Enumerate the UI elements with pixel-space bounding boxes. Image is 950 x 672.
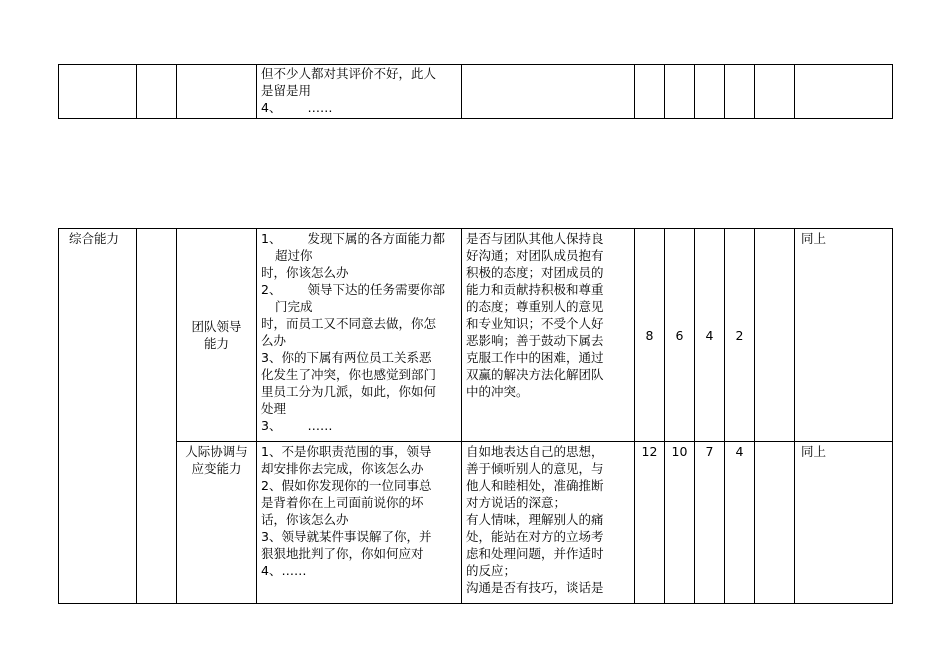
question-line: [261, 230, 457, 247]
score-cell: [755, 65, 795, 119]
item-label: 能力: [203, 336, 229, 351]
score-good: 10: [665, 442, 695, 604]
score-excellent: 12: [635, 442, 665, 604]
question-line: 3、你的下属有两位员工关系恶: [261, 350, 432, 365]
table-row: [59, 442, 893, 604]
score-cell: [635, 65, 665, 119]
question-ellipsis: ……: [307, 418, 333, 433]
question-line: 是背着你在上司面前说你的坏: [261, 495, 424, 510]
weight-cell: [137, 65, 177, 119]
question-cell: [257, 65, 462, 119]
item-cell: [177, 229, 257, 442]
question-line: 但不少人都对其评价不好，此人: [261, 66, 437, 81]
question-cell: [257, 229, 462, 442]
question-line: 门完成: [275, 299, 313, 314]
item-label: 团队领导: [191, 319, 242, 334]
question-number: 2、: [261, 282, 282, 297]
criteria-line: 他人和睦相处，准确推断: [466, 478, 604, 493]
question-line: [261, 99, 457, 116]
criteria-line: 是否与团队其他人保持良: [466, 231, 604, 246]
question-number: 1、: [261, 231, 282, 246]
score-excellent: 8: [635, 229, 665, 442]
question-line: 是留是用: [261, 83, 312, 98]
note-cell: [795, 229, 893, 442]
criteria-line: 双赢的解决方法化解团队: [466, 367, 604, 382]
table-row: [59, 229, 893, 442]
question-ellipsis: ……: [307, 100, 333, 115]
item-cell: [177, 65, 257, 119]
category-cell: [59, 229, 137, 604]
criteria-cell: [462, 229, 635, 442]
question-line: 4、……: [261, 563, 307, 578]
score-poor: 2: [725, 229, 755, 442]
question-text: 领导下达的任务需要你部: [307, 282, 445, 297]
question-line: [261, 281, 457, 298]
score-cell: [755, 229, 795, 442]
assessment-table: [58, 228, 893, 604]
question-line: 处理: [261, 401, 287, 416]
item-cell: [177, 442, 257, 604]
question-line: 超过你: [275, 248, 313, 263]
question-number: 3、: [261, 418, 282, 433]
score-fair: 4: [695, 229, 725, 442]
question-line: 3、领导就某件事误解了你，并: [261, 529, 432, 544]
criteria-line: 自如地表达自己的思想，: [466, 444, 604, 459]
note-cell: [795, 65, 893, 119]
criteria-cell: [462, 442, 635, 604]
score-cell: [695, 65, 725, 119]
criteria-line: 有人情味，理解别人的痛: [466, 512, 604, 527]
question-line: 1、不是你职责范围的事，领导: [261, 444, 432, 459]
question-line: [261, 417, 457, 434]
note-text: 同上: [801, 444, 827, 459]
criteria-line: 的反应；: [466, 563, 517, 578]
question-line: 化发生了冲突，你也感觉到部门: [261, 367, 437, 382]
criteria-line: 的态度；尊重别人的意见: [466, 299, 604, 314]
question-line: 2、假如你发现你的一位同事总: [261, 478, 432, 493]
question-line: 话，你该怎么办: [261, 512, 349, 527]
question-line: 时，你该怎么办: [261, 265, 349, 280]
criteria-line: 中的冲突。: [466, 384, 529, 399]
score-poor: 4: [725, 442, 755, 604]
criteria-line: 积极的态度；对团成员的: [466, 265, 604, 280]
criteria-line: 和专业知识；不受个人好: [466, 316, 604, 331]
criteria-line: 善于倾听别人的意见，与: [466, 461, 604, 476]
criteria-line: 克服工作中的困难，通过: [466, 350, 604, 365]
item-label: 应变能力: [191, 461, 242, 476]
criteria-line: 处，能站在对方的立场考: [466, 529, 604, 544]
score-fair: 7: [695, 442, 725, 604]
criteria-line: 恶影响；善于鼓动下属去: [466, 333, 604, 348]
assessment-table-top: [58, 64, 893, 119]
category-cell: [59, 65, 137, 119]
question-number: 4、: [261, 100, 282, 115]
category-label: 综合能力: [69, 231, 120, 246]
item-label: 人际协调与: [185, 444, 248, 459]
question-line: 里员工分为几派，如此，你如何: [261, 384, 437, 399]
criteria-cell: [462, 65, 635, 119]
weight-cell: [137, 229, 177, 604]
score-cell: [665, 65, 695, 119]
criteria-line: 好沟通；对团队成员抱有: [466, 248, 604, 263]
question-cell: [257, 442, 462, 604]
note-text: 同上: [801, 231, 827, 246]
criteria-line: 虑和处理问题，并作适时: [466, 546, 604, 561]
question-line: 时，而员工又不同意去做，你怎: [261, 316, 437, 331]
note-cell: [795, 442, 893, 604]
score-good: 6: [665, 229, 695, 442]
criteria-line: 对方说话的深意；: [466, 495, 567, 510]
question-line: 么办: [261, 333, 287, 348]
criteria-line: 能力和贡献持积极和尊重: [466, 282, 604, 297]
criteria-line: 沟通是否有技巧，谈话是: [466, 580, 604, 595]
table-row: [59, 65, 893, 119]
score-cell: [755, 442, 795, 604]
question-line: 狠狠地批判了你，你如何应对: [261, 546, 424, 561]
question-text: 发现下属的各方面能力都: [307, 231, 445, 246]
score-cell: [725, 65, 755, 119]
question-line: 却安排你去完成，你该怎么办: [261, 461, 424, 476]
